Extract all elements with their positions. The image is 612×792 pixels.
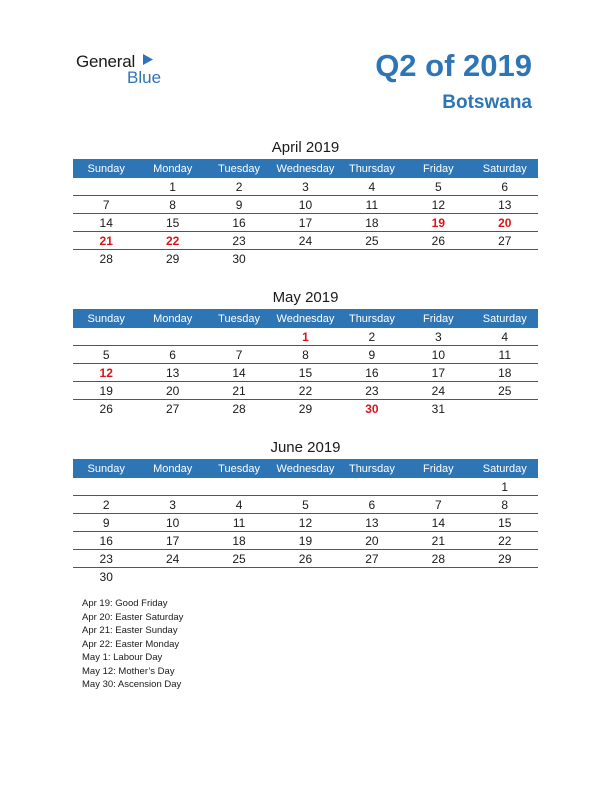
holiday-item: Apr 20: Easter Saturday [82, 611, 184, 623]
day-cell: 3 [405, 328, 471, 346]
day-cell: 30 [365, 401, 379, 416]
weekday-header: Monday [139, 309, 205, 328]
day-cell: 23 [73, 550, 139, 568]
weekday-header: Sunday [73, 159, 139, 178]
empty-day-cell [139, 568, 205, 586]
day-cell: 9 [206, 196, 272, 214]
day-cell: 18 [339, 214, 405, 232]
weekday-header: Friday [405, 309, 471, 328]
week-row [73, 196, 538, 214]
calendar-grid [73, 309, 538, 417]
month-title: May 2019 [272, 289, 339, 306]
day-cell: 8 [472, 496, 538, 514]
day-cell: 20 [139, 382, 205, 400]
week-row [73, 568, 538, 586]
day-cell: 9 [339, 346, 405, 364]
weekday-header: Friday [405, 459, 471, 478]
day-cell: 7 [405, 496, 471, 514]
holiday-item: May 1: Labour Day [82, 652, 163, 663]
month-april [73, 137, 538, 267]
week-row [73, 514, 538, 532]
day-cell: 21 [73, 232, 139, 250]
weekday-header: Thursday [339, 159, 405, 178]
day-cell: 1 [272, 328, 338, 346]
weekday-header: Friday [405, 159, 471, 178]
week-row [73, 214, 538, 232]
week-row [73, 346, 538, 364]
day-cell: 23 [206, 232, 272, 250]
holiday-item: Apr 22: Easter Monday [82, 638, 180, 650]
day-cell: 9 [73, 514, 139, 532]
day-cell: 12 [73, 364, 139, 382]
weekday-header-row [73, 159, 538, 178]
day-cell: 7 [73, 196, 139, 214]
day-cell: 19 [405, 214, 471, 232]
day-cell: 20 [472, 214, 538, 232]
week-row [73, 532, 538, 550]
weekday-header: Tuesday [206, 309, 272, 328]
empty-day-cell [206, 568, 272, 586]
holiday-item: Apr 19: Good Friday [82, 598, 168, 609]
empty-day-cell [272, 250, 338, 268]
week-row [73, 178, 538, 196]
empty-day-cell [272, 478, 338, 496]
day-cell: 5 [73, 346, 139, 364]
empty-day-cell [73, 478, 139, 496]
day-cell: 16 [206, 214, 272, 232]
day-cell: 27 [165, 401, 180, 416]
day-cell: 25 [472, 382, 538, 400]
day-cell: 10 [272, 196, 338, 214]
empty-day-cell [73, 178, 139, 196]
weekday-header: Wednesday [272, 159, 338, 178]
day-cell: 24 [272, 232, 338, 250]
day-cell: 14 [73, 214, 139, 232]
day-cell: 21 [206, 382, 272, 400]
weekday-header: Thursday [339, 459, 405, 478]
day-cell: 4 [339, 178, 405, 196]
day-cell: 22 [472, 532, 538, 550]
day-cell: 3 [139, 496, 205, 514]
day-cell: 17 [272, 214, 338, 232]
day-cell: 13 [339, 514, 405, 532]
day-cell: 11 [339, 196, 405, 214]
day-cell: 1 [472, 478, 538, 496]
day-cell: 8 [272, 346, 338, 364]
day-cell: 15 [139, 214, 205, 232]
day-cell: 8 [139, 196, 205, 214]
weekday-header: Monday [139, 159, 205, 178]
weekday-header-row [73, 459, 538, 478]
day-cell: 23 [339, 382, 405, 400]
day-cell: 27 [472, 232, 538, 250]
week-row [73, 400, 538, 418]
weekday-header: Sunday [73, 459, 139, 478]
day-cell: 15 [472, 514, 538, 532]
day-cell: 12 [272, 514, 338, 532]
empty-day-cell [206, 328, 272, 346]
logo-general-text: General [76, 52, 136, 71]
weekday-header: Sunday [73, 309, 139, 328]
day-cell: 5 [405, 178, 471, 196]
day-cell: 15 [272, 364, 338, 382]
day-cell: 10 [139, 514, 205, 532]
day-cell: 6 [472, 178, 538, 196]
day-cell: 29 [298, 401, 313, 416]
holiday-item: May 12: Mother’s Day [82, 665, 175, 677]
empty-day-cell [472, 568, 538, 586]
day-cell: 3 [272, 178, 338, 196]
day-cell: 27 [339, 550, 405, 568]
day-cell: 11 [472, 346, 538, 364]
day-cell: 25 [339, 232, 405, 250]
day-cell: 17 [405, 364, 471, 382]
generalblue-logo [76, 52, 176, 88]
empty-day-cell [139, 328, 205, 346]
day-cell: 2 [206, 178, 272, 196]
empty-day-cell [405, 478, 471, 496]
day-cell: 22 [139, 232, 205, 250]
empty-day-cell [339, 568, 405, 586]
calendar-grid [73, 159, 538, 267]
empty-day-cell [139, 478, 205, 496]
weekday-header: Saturday [472, 459, 538, 478]
weekday-header: Thursday [339, 309, 405, 328]
empty-day-cell [339, 478, 405, 496]
weekday-header: Saturday [472, 309, 538, 328]
day-cell: 26 [272, 550, 338, 568]
month-may [73, 287, 538, 417]
empty-day-cell [206, 478, 272, 496]
day-cell: 12 [405, 196, 471, 214]
day-cell: 24 [405, 382, 471, 400]
weekday-header: Saturday [472, 159, 538, 178]
empty-day-cell [472, 250, 538, 268]
weekday-header: Wednesday [272, 309, 338, 328]
week-row [73, 250, 538, 268]
week-row [73, 328, 538, 346]
holiday-list [82, 597, 183, 692]
week-row [73, 496, 538, 514]
page-title: Q2 of 2019 [375, 48, 532, 83]
week-row [73, 232, 538, 250]
day-cell: 29 [165, 251, 180, 266]
day-cell: 7 [206, 346, 272, 364]
empty-day-cell [405, 568, 471, 586]
weekday-header: Monday [139, 459, 205, 478]
day-cell: 29 [472, 550, 538, 568]
day-cell: 18 [472, 364, 538, 382]
empty-day-cell [339, 250, 405, 268]
month-title: April 2019 [271, 139, 340, 156]
week-row [73, 382, 538, 400]
day-cell: 19 [73, 382, 139, 400]
weekday-header: Tuesday [206, 159, 272, 178]
day-cell: 26 [405, 232, 471, 250]
day-cell: 13 [472, 196, 538, 214]
day-cell: 19 [272, 532, 338, 550]
day-cell: 22 [272, 382, 338, 400]
weekday-header: Wednesday [272, 459, 338, 478]
day-cell: 28 [405, 550, 471, 568]
day-cell: 20 [339, 532, 405, 550]
week-row [73, 364, 538, 382]
logo-triangle-icon [143, 54, 153, 65]
month-june [73, 437, 538, 585]
holiday-item: Apr 21: Easter Sunday [82, 625, 178, 636]
week-row [73, 550, 538, 568]
day-cell: 13 [139, 364, 205, 382]
day-cell: 14 [405, 514, 471, 532]
day-cell: 31 [431, 401, 445, 416]
day-cell: 10 [405, 346, 471, 364]
day-cell: 6 [339, 496, 405, 514]
week-row [73, 478, 538, 496]
day-cell: 30 [99, 569, 113, 584]
day-cell: 2 [339, 328, 405, 346]
day-cell: 1 [139, 178, 205, 196]
day-cell: 14 [206, 364, 272, 382]
weekday-header-row [73, 309, 538, 328]
day-cell: 28 [99, 251, 113, 266]
day-cell: 6 [139, 346, 205, 364]
calendar-grid [73, 459, 538, 585]
day-cell: 4 [206, 496, 272, 514]
empty-day-cell [73, 328, 139, 346]
day-cell: 4 [472, 328, 538, 346]
day-cell: 24 [139, 550, 205, 568]
weekday-header: Tuesday [206, 459, 272, 478]
day-cell: 11 [206, 514, 272, 532]
day-cell: 26 [99, 401, 113, 416]
holiday-item: May 30: Ascension Day [82, 679, 182, 690]
day-cell: 16 [339, 364, 405, 382]
day-cell: 30 [232, 251, 246, 266]
empty-day-cell [472, 400, 538, 418]
day-cell: 25 [206, 550, 272, 568]
country-name: Botswana [442, 92, 532, 113]
day-cell: 18 [206, 532, 272, 550]
day-cell: 28 [232, 401, 246, 416]
logo-blue-text: Blue [127, 68, 162, 87]
empty-day-cell [405, 250, 471, 268]
empty-day-cell [272, 568, 338, 586]
day-cell: 21 [405, 532, 471, 550]
day-cell: 17 [139, 532, 205, 550]
month-title: June 2019 [270, 439, 341, 456]
day-cell: 5 [272, 496, 338, 514]
day-cell: 2 [73, 496, 139, 514]
day-cell: 16 [73, 532, 139, 550]
